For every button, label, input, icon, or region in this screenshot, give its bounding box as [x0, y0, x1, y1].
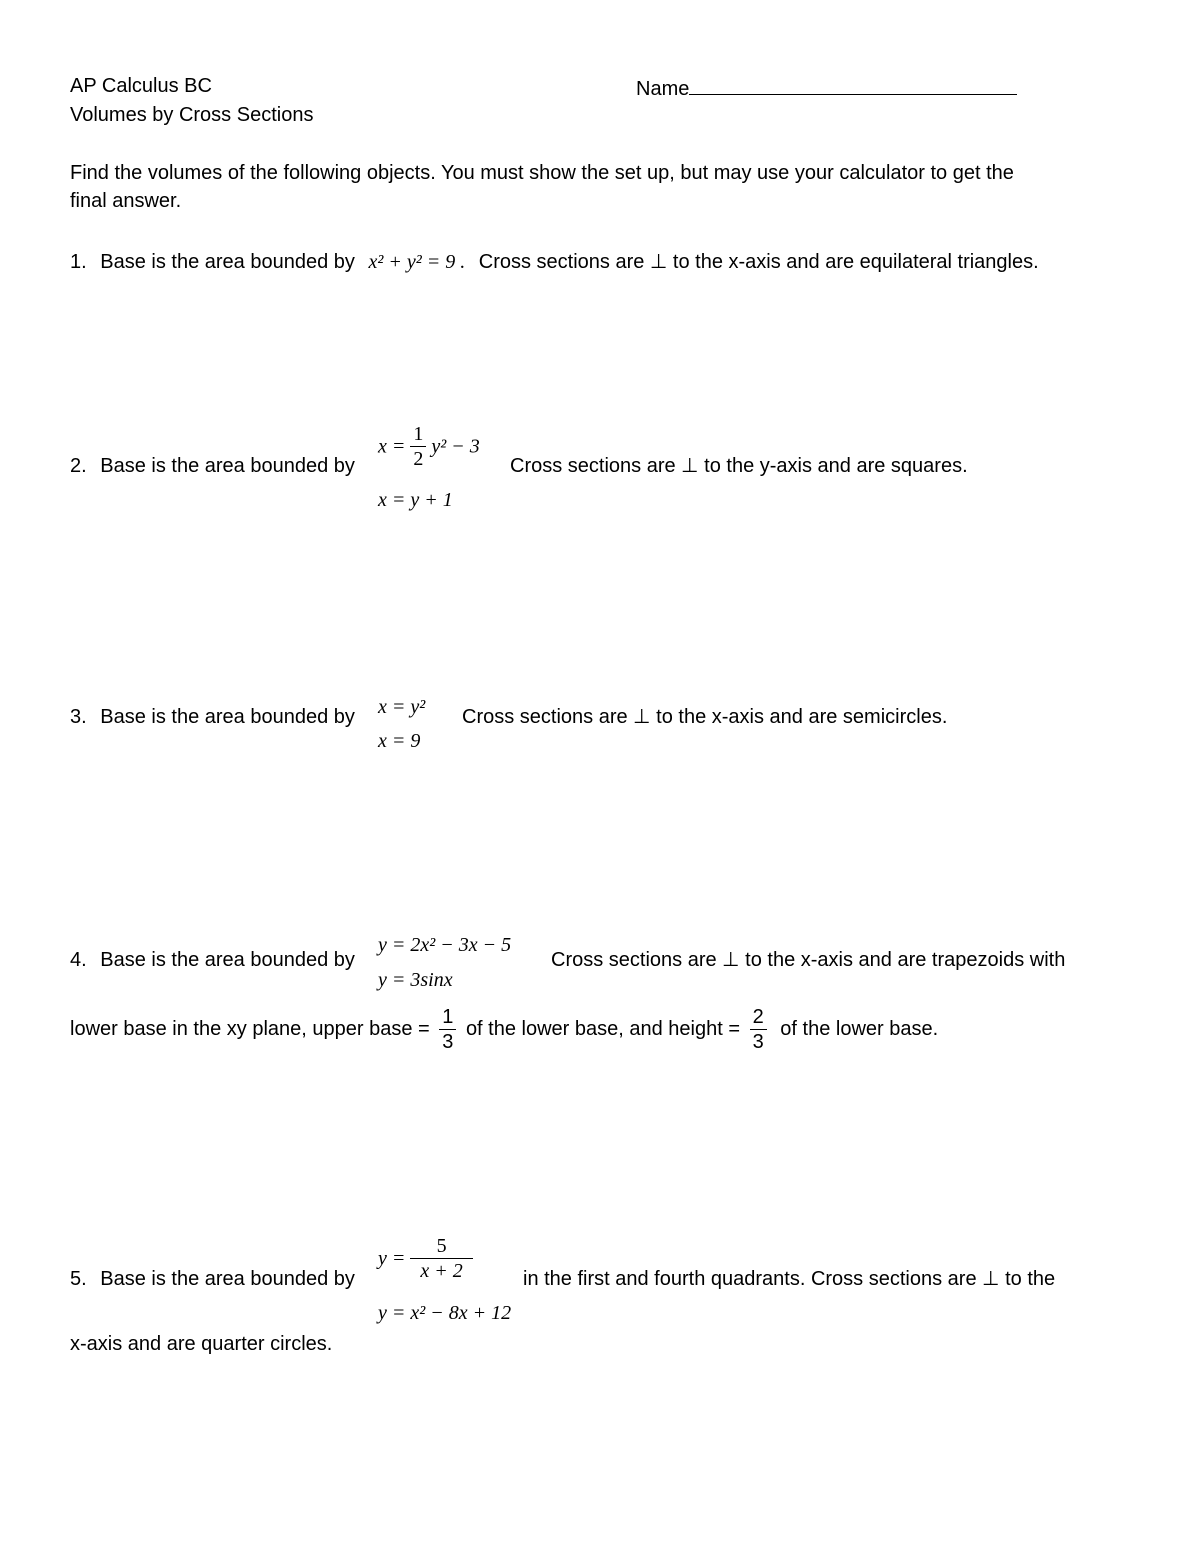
problem-tail: Cross sections are ⊥ to the x-axis and are trapezoids with: [551, 949, 1066, 971]
name-field[interactable]: [636, 76, 1017, 99]
problem-number: 4.: [70, 949, 87, 971]
problem-lead: Base is the area bounded by: [100, 949, 355, 971]
course-title: AP Calculus BC: [70, 75, 212, 97]
problem-5-equation-2: y = x² − 8x + 12: [378, 1302, 512, 1324]
problem-5: [70, 1269, 355, 1289]
fraction: $\frac{1}{3}$: [439, 1007, 456, 1052]
problem-lead: Base is the area bounded by: [100, 1268, 355, 1290]
fraction: $\frac{5}{x + 2}$: [410, 1236, 472, 1281]
fraction: $\frac{1}{2}$: [410, 424, 426, 469]
problem-tail: in the first and fourth quadrants. Cross sections are ⊥ to the: [523, 1268, 1056, 1290]
problem-5-equation-1: y = $\frac{5}{x + 2}$: [378, 1236, 473, 1292]
problem-lead: Base is the area bounded by: [100, 251, 355, 273]
problem-4-continuation: lower base in the xy plane, upper base = $\frac{1}{3}$ of the lower base, and height = $\frac{2}{3}$ of the lower base.: [70, 1006, 939, 1054]
problem-tail: Cross sections are ⊥ to the x-axis and are semicircles.: [462, 706, 948, 728]
problem-5-continuation: x-axis and are quarter circles.: [70, 1333, 333, 1355]
problem-lead: Base is the area bounded by: [100, 455, 355, 477]
fraction: $\frac{2}{3}$: [750, 1007, 767, 1052]
problem-2: [70, 456, 355, 476]
problem-3-equation-1: x = y²: [378, 696, 426, 718]
problem-3: [70, 707, 355, 727]
problem-lead: Base is the area bounded by: [100, 706, 355, 728]
problem-4-equation-1: y = 2x² − 3x − 5: [378, 934, 512, 956]
problem-tail: Cross sections are ⊥ to the y-axis and are squares.: [510, 455, 968, 477]
name-label: Name: [636, 78, 690, 100]
problem-number: 2.: [70, 455, 87, 477]
name-blank[interactable]: [689, 76, 1017, 95]
problem-number: 1.: [70, 251, 87, 273]
problem-tail: Cross sections are ⊥ to the x-axis and are equilateral triangles.: [478, 251, 1039, 273]
problem-2-equation-2: x = y + 1: [378, 489, 453, 511]
worksheet-topic: Volumes by Cross Sections: [70, 104, 314, 126]
problem-number: 3.: [70, 706, 87, 728]
problem-4: [70, 950, 355, 970]
problem-1-equation: x² + y² = 9 .: [368, 251, 466, 273]
problem-2-equation-1: x = $\frac{1}{2}$ y² − 3: [378, 423, 480, 470]
problem-3-equation-2: x = 9: [378, 730, 421, 752]
problem-1: [70, 252, 1039, 272]
instructions-line-1: Find the volumes of the following objects. You must show the set up, but may use your calculator to get the: [70, 162, 1014, 184]
instructions-line-2: final answer.: [70, 190, 182, 212]
problem-number: 5.: [70, 1268, 87, 1290]
problem-4-equation-2: y = 3sinx: [378, 969, 453, 991]
